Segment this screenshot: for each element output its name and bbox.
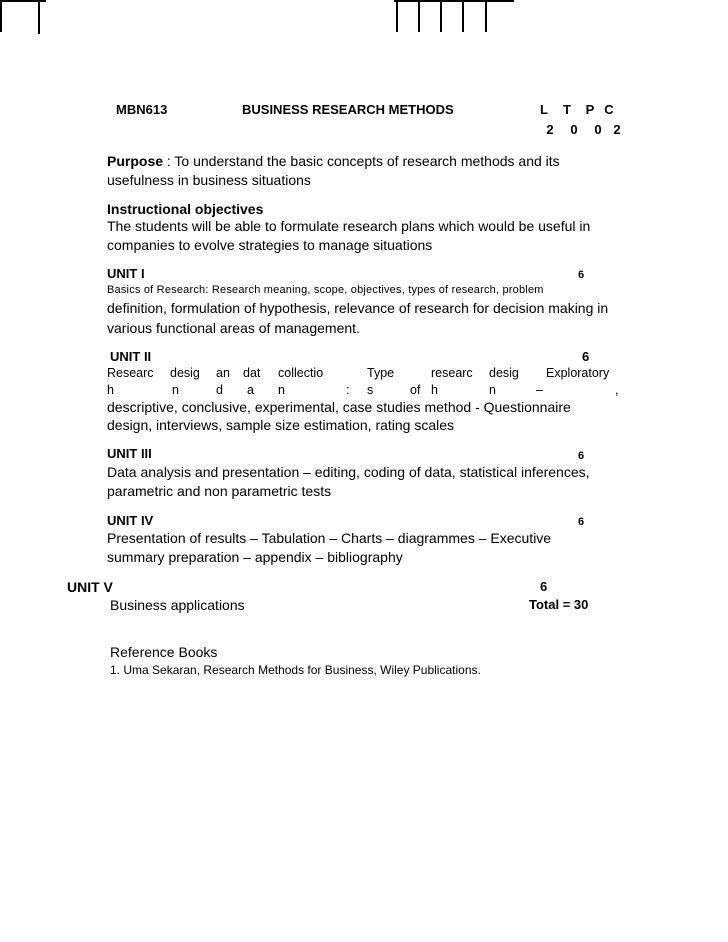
- unit-2-fragment: h: [431, 383, 438, 397]
- unit-2-title: UNIT II: [110, 349, 152, 364]
- unit-2-fragment: researc: [431, 366, 473, 380]
- box-divider: [396, 0, 398, 32]
- box-divider: [462, 0, 464, 32]
- unit-2-fragment: of: [410, 383, 421, 397]
- ltpc-value-l: 2: [546, 122, 554, 137]
- unit-2-fragment: h: [107, 383, 114, 397]
- unit-1-line-1: Basics of Research: Research meaning, scope, objectives, types of research, problem: [107, 284, 544, 296]
- references-heading: Reference Books: [110, 644, 218, 660]
- unit-2-fragment: n: [172, 383, 179, 397]
- unit-4-title: UNIT IV: [107, 513, 154, 528]
- unit-3-hours: 6: [578, 450, 585, 462]
- unit-2-fragment: –: [536, 383, 543, 397]
- box-divider: [38, 0, 40, 34]
- unit-2-fragment: Researc: [107, 366, 154, 380]
- unit-5-text: Business applications: [110, 597, 245, 613]
- ltpc-value-p: 0: [594, 122, 602, 137]
- unit-2-fragment: dat: [243, 366, 261, 380]
- unit-2-fragment: :: [346, 383, 350, 397]
- unit-2-line-3: descriptive, conclusive, experimental, case studies method - Questionnaire: [107, 399, 571, 415]
- unit-2-fragment: s: [367, 383, 374, 397]
- top-border-right: [394, 0, 514, 2]
- ltpc-label-p: P: [585, 102, 595, 117]
- unit-2-hours: 6: [582, 349, 590, 364]
- unit-2-fragment: desig: [170, 366, 200, 380]
- unit-1-hours: 6: [578, 269, 585, 281]
- unit-4-line-1: Presentation of results – Tabulation – Charts – diagrammes – Executive: [107, 530, 552, 546]
- ltpc-label-c: C: [604, 102, 614, 117]
- course-title: BUSINESS RESEARCH METHODS: [242, 102, 454, 117]
- ltpc-value-t: 0: [570, 122, 578, 137]
- unit-3-title: UNIT III: [107, 446, 152, 461]
- unit-1-title: UNIT I: [107, 266, 145, 281]
- objectives-line-1: The students will be able to formulate research plans which would be useful in: [107, 218, 591, 234]
- unit-3-line-1: Data analysis and presentation – editing, coding of data, statistical inferences,: [107, 464, 590, 480]
- unit-2-fragment: an: [216, 366, 230, 380]
- unit-5-hours: 6: [540, 579, 548, 594]
- box-divider: [440, 0, 442, 32]
- box-divider: [0, 0, 2, 32]
- unit-2-fragment: desig: [489, 366, 519, 380]
- purpose-label: Purpose: [107, 153, 164, 169]
- unit-4-hours: 6: [578, 516, 585, 528]
- box-divider: [418, 0, 420, 32]
- unit-3-line-2: parametric and non parametric tests: [107, 483, 332, 499]
- unit-2-fragment: Type: [367, 366, 395, 380]
- unit-1-line-3: various functional areas of management.: [107, 320, 360, 336]
- unit-2-fragment: n: [489, 383, 496, 397]
- total-hours: Total = 30: [529, 597, 589, 612]
- objectives-heading: Instructional objectives: [107, 201, 264, 217]
- unit-2-line-4: design, interviews, sample size estimation, rating scales: [107, 417, 455, 433]
- unit-2-fragment: ,: [615, 383, 619, 397]
- unit-2-fragment: a: [247, 383, 254, 397]
- unit-2-fragment: Exploratory: [546, 366, 610, 380]
- ltpc-label-t: T: [563, 102, 571, 117]
- box-divider: [485, 0, 487, 32]
- unit-2-fragment: d: [216, 383, 223, 397]
- reference-item-1: 1. Uma Sekaran, Research Methods for Business, Wiley Publications.: [110, 663, 481, 677]
- unit-4-line-2: summary preparation – appendix – bibliography: [107, 549, 403, 565]
- ltpc-label-l: L: [540, 102, 548, 117]
- unit-5-title: UNIT V: [67, 579, 113, 595]
- objectives-line-2: companies to evolve strategies to manage situations: [107, 237, 433, 253]
- purpose-line-1: [107, 153, 560, 169]
- ltpc-value-c: 2: [613, 122, 621, 137]
- purpose-line-2: usefulness in business situations: [107, 172, 311, 188]
- purpose-text: : To understand the basic concepts of research methods and its: [163, 153, 560, 169]
- unit-2-fragment: n: [278, 383, 285, 397]
- unit-1-line-2: definition, formulation of hypothesis, relevance of research for decision making in: [107, 300, 609, 316]
- unit-2-fragment: collectio: [278, 366, 324, 380]
- course-code: MBN613: [116, 102, 168, 117]
